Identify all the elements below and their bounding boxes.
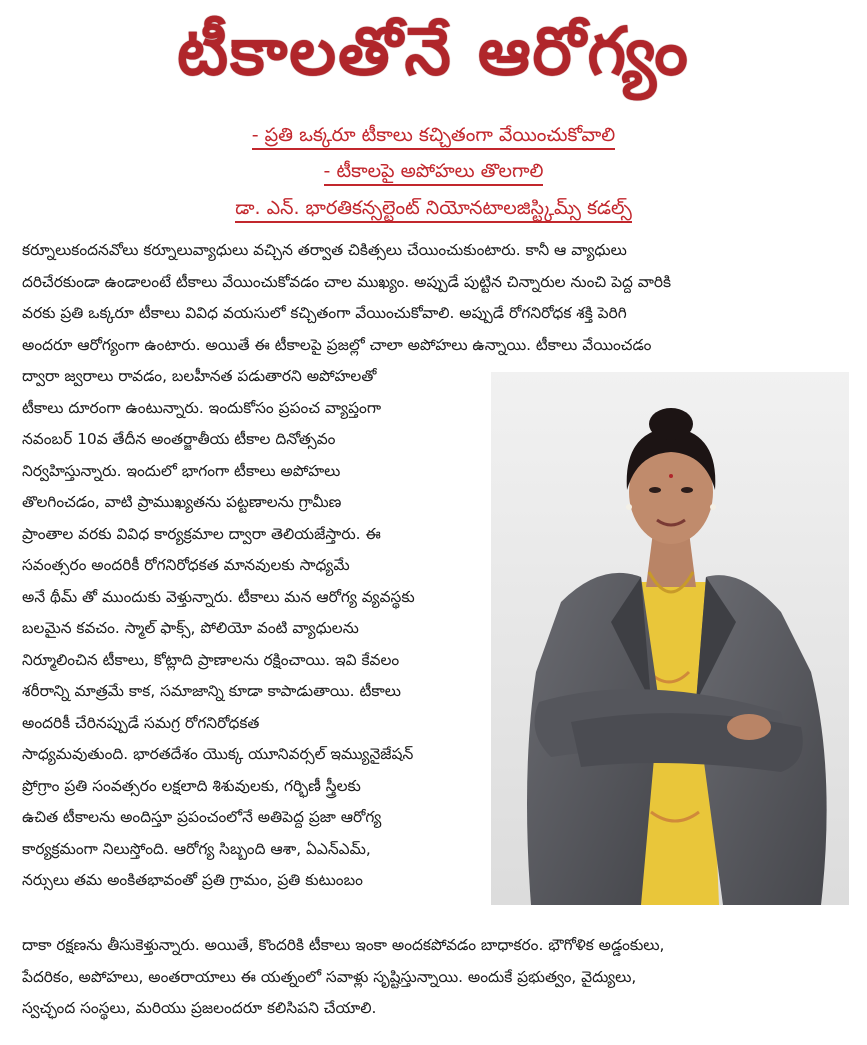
article-line: అనే థీమ్ తో ముందుకు వెళ్తున్నారు. టీకాలు మన ఆరోగ్య వ్యవస్థకు <box>22 587 415 606</box>
article-line: కర్నూలుకందనవోలు కర్నూలువ్యాధులు వచ్చిన తర్వాత చికిత్సలు చేయించుకుంటారు. కానీ ఆ వ్యాధులు <box>22 241 627 259</box>
doctor-photo <box>491 372 849 905</box>
article-column <box>22 361 492 897</box>
subhead-1 <box>0 124 867 151</box>
article-line: నిర్మూలించిన టీకాలు, కోట్లాది ప్రాణాలను రక్షించాయి. ఇవి కేవలం <box>22 650 400 669</box>
article-line: కార్యక్రమంగా నిలుస్తోంది. ఆరోగ్య సిబ్బంది ఆశా, ఏఎన్ఎమ్, <box>22 839 371 858</box>
article-line: తొలగించడం, వాటి ప్రాముఖ్యతను పట్టణాలను గ్రామీణ <box>22 493 342 511</box>
article-line: ఉచిత టీకాలను అందిస్తూ ప్రపంచంలోనే అతిపెద్ద ప్రజా ఆరోగ్య <box>22 808 382 826</box>
article-line: శరీరాన్ని మాత్రమే కాక, సమాజాన్ని కూడా కాపాడుతాయి. టీకాలు <box>22 682 401 700</box>
subhead-2 <box>0 160 867 187</box>
article-line: ప్రాంతాల వరకు వివిధ కార్యక్రమాల ద్వారా తెలియజేస్తారు. ఈ <box>22 524 381 543</box>
article-line: నవంబర్ 10వ తేదీన అంతర్జాతీయ టీకాల దినోత్సవం <box>22 430 336 448</box>
article-line: నర్సులు తమ అంకితభావంతో ప్రతి గ్రామం, ప్రతి కుటుంబం <box>22 871 363 889</box>
article-line: పేదరికం, అపోహలు, అంతరాయాలు ఈ యత్నంలో సవాళ్లు సృష్టిస్తున్నాయి. అందుకే ప్రభుత్వం, వైద్యులు, <box>22 967 637 986</box>
article-line: ద్వారా జ్వరాలు రావడం, బలహీనత పడుతారని అపోహలతో <box>22 367 377 385</box>
doctor-portrait-illustration <box>491 372 849 905</box>
article-closing <box>22 930 848 1025</box>
article-line: ప్రోగ్రాం ప్రతి సంవత్సరం లక్షలాది శిశువులకు, గర్భిణీ స్త్రీలకు <box>22 776 361 795</box>
article-line: బలమైన కవచం. స్మాల్ ఫాక్స్, పోలియో వంటి వ్యాధులను <box>22 619 359 637</box>
article-line: సాధ్యమవుతుంది. భారతదేశం యొక్క యూనివర్సల్ ఇమ్యునైజేషన్ <box>22 745 414 763</box>
article-line: వరకు ప్రతి ఒక్కరూ టీకాలు వివిధ వయసులో కచ్చితంగా వేయించుకోవాలి. అప్పుడే రోగనిరోధక శక్తి పెరిగి <box>22 304 627 322</box>
byline <box>0 197 867 224</box>
article-line: దాకా రక్షణను తీసుకెళ్తున్నారు. అయితే, కొందరికి టీకాలు ఇంకా అందకపోవడం బాధాకరం. భౌగోళిక అడ్డంకులు, <box>22 936 665 954</box>
article-line: అందరూ ఆరోగ్యంగా ఉంటారు. అయితే ఈ టీకాలపై ప్రజల్లో చాలా అపోహలు ఉన్నాయి. టీకాలు వేయించడం <box>22 335 652 354</box>
article-line: సవంత్సరం అందరికీ రోగనిరోధకత మానవులకు సాధ్యమే <box>22 556 350 574</box>
subhead-1-text: - ప్రతి ఒక్కరూ టీకాలు కచ్చితంగా వేయించుకోవాలి <box>252 124 615 150</box>
article-intro <box>22 235 848 361</box>
article-line: అందరికీ చేరినప్పుడే సమగ్ర రోగనిరోధకత <box>22 713 260 732</box>
masthead <box>0 0 867 118</box>
article-line: స్వచ్ఛంద సంస్థలు, మరియు ప్రజలందరూ కలిసిపని చేయాలి. <box>22 999 377 1017</box>
article-line: నిర్వహిస్తున్నారు. ఇందులో భాగంగా టీకాలు అపోహలు <box>22 461 341 480</box>
article-line: టీకాలు దూరంగా ఉంటున్నారు. ఇందుకోసం ప్రపంచ వ్యాప్తంగా <box>22 398 382 417</box>
article-line: దరిచేరకుండా ఉండాలంటే టీకాలు వేయించుకోవడం చాల ముఖ్యం. అప్పుడే పుట్టిన చిన్నారుల నుంచి పెద్ద వారికి <box>22 272 672 291</box>
headline: టీకాలతోనే ఆరోగ్యం <box>177 12 690 90</box>
byline-text: డా. ఎన్. భారతికన్సల్టెంట్ నియోనటాలజిస్ట్కిమ్స్ కడల్స్ <box>235 197 632 223</box>
subhead-2-text: - టీకాలపై అపోహలు తొలగాలి <box>324 160 544 186</box>
